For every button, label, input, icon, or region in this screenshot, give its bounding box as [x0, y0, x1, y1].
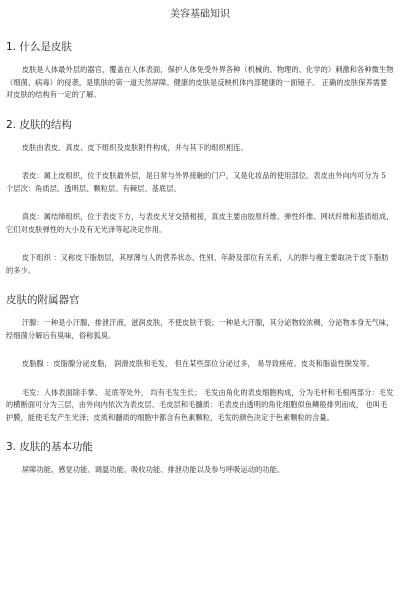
- paragraph-structure-overview: 皮肤由表皮、真皮、皮下组织及皮肤附件构成，并与其下的组织相连。: [21, 142, 248, 152]
- paragraph-dermis: 真皮：属结缔组织，位于表皮下方，与表皮犬牙交错相接，真皮主要由胶原纤维、弹性纤维、网状纤维和基质组成，它们对皮肤弹性的大小及有无光泽等起决定作用。: [6, 212, 394, 234]
- paragraph-hair: 毛发：人体表面除手掌、 足底等处外， 均有毛发生长； 毛发由角化的表皮细胞构成，分为毛杆和毛根两部分：毛发的横断面可分为三层，由外向内依次为表皮层、毛皮层和毛髓质：毛表皮由透明的角化细胞似鱼鳞般排列而成， 也叫毛护膜，能使毛发产生光泽；皮质和髓质的细胞中都含有色素颗粒，毛发的颜色决定于色素颗粒的含量。: [6, 387, 394, 422]
- section-heading-skin-structure: 2. 皮肤的结构: [6, 118, 72, 131]
- paragraph-functions: 屏障功能、感觉功能、调温功能、吸收功能、排泄功能以及参与呼吸运动的功能。: [21, 465, 285, 474]
- document-title: 美容基础知识: [170, 9, 230, 20]
- section-heading-what-is-skin: 1. 什么是皮肤: [6, 41, 72, 53]
- paragraph-sebaceous-glands: 皮脂腺 ：皮脂腺分泌皮脂， 润滑皮肤和毛发， 但在某些部位分泌过多， 易导致痤疮、皮炎和脂溢性脱发等。: [21, 359, 374, 368]
- paragraph-epidermis: 表皮：属上皮组织，位于皮肤最外层，是日常与外界接触的门户，又是化妆品的使用部位。表皮由外向内可分为 5 个层次：角质层、透明层、颗粒层、有棘层、基底层。: [6, 171, 386, 193]
- section-heading-skin-appendages: 皮肤的附属器官: [6, 294, 80, 306]
- paragraph-skin-definition: 皮肤是人体最外层的器官，覆盖在人体表面，保护人体免受外界各种（机械的、物理的、化学的）刺激和各种微生物（细菌、病毒）的侵袭，是肌肤的第一道天然屏障。健康的皮肤是反映机体内部健康的一面镜子。 正确的皮肤保养需要对皮肤的结构有一定的了解。: [6, 65, 394, 99]
- paragraph-sweat-glands: 汗腺：一种是小汗腺，排泄汗液，滋润皮肤，不使皮肤干裂；一种是大汗腺，其分泌物较浓稠，分泌物本身无气味，经细菌分解后有臭味，俗称狐臭。: [6, 318, 394, 340]
- document-page: [6, 8, 394, 487]
- section-heading-skin-functions: 3. 皮肤的基本功能: [6, 441, 93, 453]
- paragraph-subcutaneous: 皮下组织 ：又称皮下脂肪层，其厚薄与人的营养状态、性别、年龄及部位有关系，人的胖与瘦主要取决于皮下脂肪的多少。: [6, 253, 389, 275]
